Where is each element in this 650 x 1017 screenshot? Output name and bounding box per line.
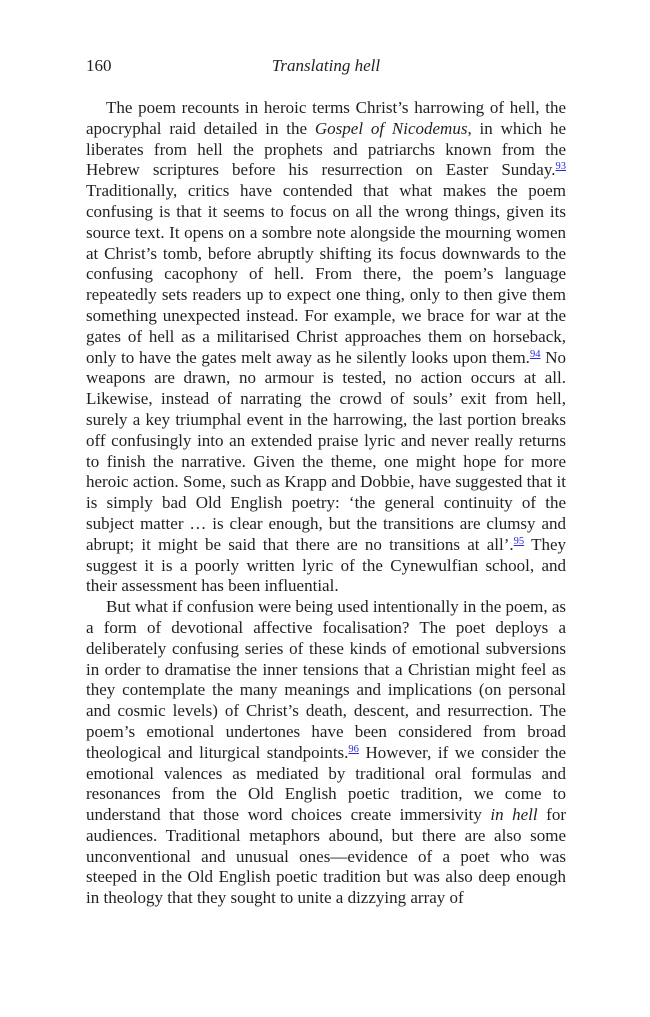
page-number: 160 [86, 56, 112, 75]
text-run: They suggest it is a poorly written lyric of the Cynewulfian school, and their assessment has been influential. [86, 534, 567, 596]
running-head [86, 56, 566, 80]
text-run: However, if we consider the emotional valences as mediated by traditional oral formulas and resonances from the Old English poetic tradition, we come to understand that those word choices create immersivity [86, 742, 566, 825]
paragraph [86, 597, 566, 909]
text-run: for audiences. Traditional metaphors abound, but there are also some unconventional and unusual ones—evidence of a poet who was steeped in the Old English poetic tradition but was also deep enough in theology that they sought to unite a dizzying array of [86, 805, 567, 908]
italic-title: Gospel of Nicodemus [314, 118, 468, 138]
text-run: Traditionally, critics have contended that what makes the poem confusing is that it seems to focus on all the wrong things, given its source text. It opens on a sombre note alongside the mourning women at Christ’s tomb, before abruptly shifting its focus downwards to the confusing cacophony of hell. From there, the poem’s language repeatedly sets readers up to expect one thing, only to then give them something unexpected instead. For example, we brace for war at the gates of hell as a militarised Christ approaches them on horseback, only to have the gates melt away as he silently looks upon them. [86, 181, 566, 367]
text-run: The poem recounts in heroic terms Christ’s harrowing of hell, the apocryphal raid detailed in the [86, 98, 566, 138]
running-title: Translating hell [271, 56, 381, 75]
footnote-link-95[interactable]: 95 [513, 535, 525, 547]
body-text [86, 98, 566, 909]
text-run: , in which he liberates from hell the prophets and patriarchs known from the Hebrew scriptures before his resurrection on Easter Sunday. [86, 118, 566, 180]
text-run: But what if confusion were being used intentionally in the poem, as a form of devotional affective focalisation? The poet deploys a deliberately confusing series of these kinds of emotional subversions in order to dramatise the inner tensions that a Christian might feel as they contemplate the many meanings and implications (on personal and cosmic levels) of Christ’s death, descent, and resurrection. The poem’s emotional undertones have been considered from broad theological and liturgical standpoints. [86, 597, 566, 762]
paragraph [86, 98, 566, 597]
footnote-link-94[interactable]: 94 [529, 348, 541, 360]
italic-phrase: in hell [490, 805, 538, 825]
footnote-link-96[interactable]: 96 [348, 743, 359, 755]
footnote-link-93[interactable]: 93 [555, 161, 566, 173]
text-run: No weapons are drawn, no armour is tested, no action occurs at all. Likewise, instead of narrating the crowd of souls’ exit from hell, surely a key triumphal event in the harrowing, the last portion breaks off confusingly into an extended praise lyric and never really returns to finish the narrative. Given the theme, one might hope for more heroic action. Some, such as Krapp and Dobbie, have suggested that it is simply bad Old English poetry: ‘the general continuity of the subject matter … is clear enough, but the transitions are clumsy and abrupt; it might be said that there are no transitions at all’. [86, 347, 566, 554]
